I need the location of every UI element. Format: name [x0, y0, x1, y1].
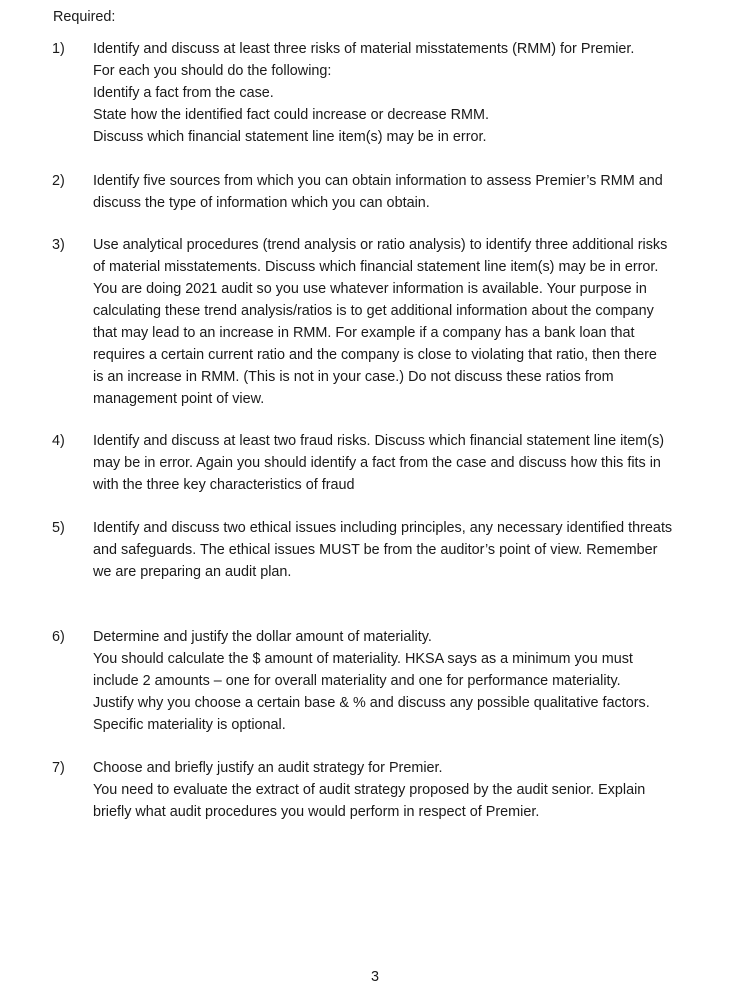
- item-text: [93, 170, 713, 214]
- item-text: [93, 626, 713, 736]
- item-line: Use analytical procedures (trend analysis or ratio analysis) to identify three additional risks: [93, 237, 668, 253]
- item-line: of material misstatements. Discuss which financial statement line item(s) may be in error.: [93, 259, 659, 275]
- item-line: You need to evaluate the extract of audit strategy proposed by the audit senior. Explain: [93, 782, 646, 798]
- item-line: You should calculate the $ amount of materiality. HKSA says as a minimum you must: [93, 651, 633, 667]
- item-line: Identify a fact from the case.: [93, 85, 274, 101]
- item-line: briefly what audit procedures you would perform in respect of Premier.: [93, 804, 540, 820]
- item-line: Determine and justify the dollar amount of materiality.: [93, 629, 432, 645]
- item-line: Specific materiality is optional.: [93, 717, 286, 733]
- item-line: that may lead to an increase in RMM. For example if a company has a bank loan that: [93, 325, 635, 341]
- item-line: Justify why you choose a certain base & % and discuss any possible qualitative factors.: [93, 695, 650, 711]
- page-number: 3: [370, 969, 379, 985]
- item-number: 5): [52, 520, 65, 536]
- item-line: requires a certain current ratio and the company is close to violating that ratio, then there: [93, 347, 657, 363]
- item-text: [93, 517, 713, 583]
- item-line: Identify five sources from which you can obtain information to assess Premier’s RMM and: [93, 173, 663, 189]
- item-line: Identify and discuss at least three risks of material misstatements (RMM) for Premier.: [93, 41, 635, 57]
- item-line: include 2 amounts – one for overall materiality and one for performance materiality.: [93, 673, 621, 689]
- item-number: 3): [52, 237, 65, 253]
- item-line: management point of view.: [93, 391, 265, 407]
- item-line: may be in error. Again you should identify a fact from the case and discuss how this fits in: [93, 455, 661, 471]
- item-line: Identify and discuss two ethical issues including principles, any necessary identified threats: [93, 520, 673, 536]
- item-line: is an increase in RMM. (This is not in your case.) Do not discuss these ratios from: [93, 369, 614, 385]
- item-text: [93, 234, 713, 410]
- item-line: discuss the type of information which you can obtain.: [93, 195, 430, 211]
- item-line: calculating these trend analysis/ratios is to get additional information about the company: [93, 303, 654, 319]
- item-line: Choose and briefly justify an audit strategy for Premier.: [93, 760, 443, 776]
- item-text: [93, 757, 713, 823]
- item-line: State how the identified fact could increase or decrease RMM.: [93, 107, 489, 123]
- item-number: 4): [52, 433, 65, 449]
- item-number: 7): [52, 760, 65, 776]
- item-text: [93, 430, 713, 496]
- item-line: For each you should do the following:: [93, 63, 332, 79]
- item-line: and safeguards. The ethical issues MUST be from the auditor’s point of view. Remember: [93, 542, 658, 558]
- item-number: 1): [52, 41, 65, 57]
- item-number: 6): [52, 629, 65, 645]
- item-number: 2): [52, 173, 65, 189]
- item-line: we are preparing an audit plan.: [93, 564, 292, 580]
- required-heading: Required:: [53, 9, 116, 25]
- item-line: Discuss which financial statement line item(s) may be in error.: [93, 129, 487, 145]
- item-text: [93, 38, 713, 148]
- item-line: You are doing 2021 audit so you use whatever information is available. Your purpose in: [93, 281, 647, 297]
- item-line: with the three key characteristics of fraud: [93, 477, 355, 493]
- item-line: Identify and discuss at least two fraud risks. Discuss which financial statement line item(s): [93, 433, 665, 449]
